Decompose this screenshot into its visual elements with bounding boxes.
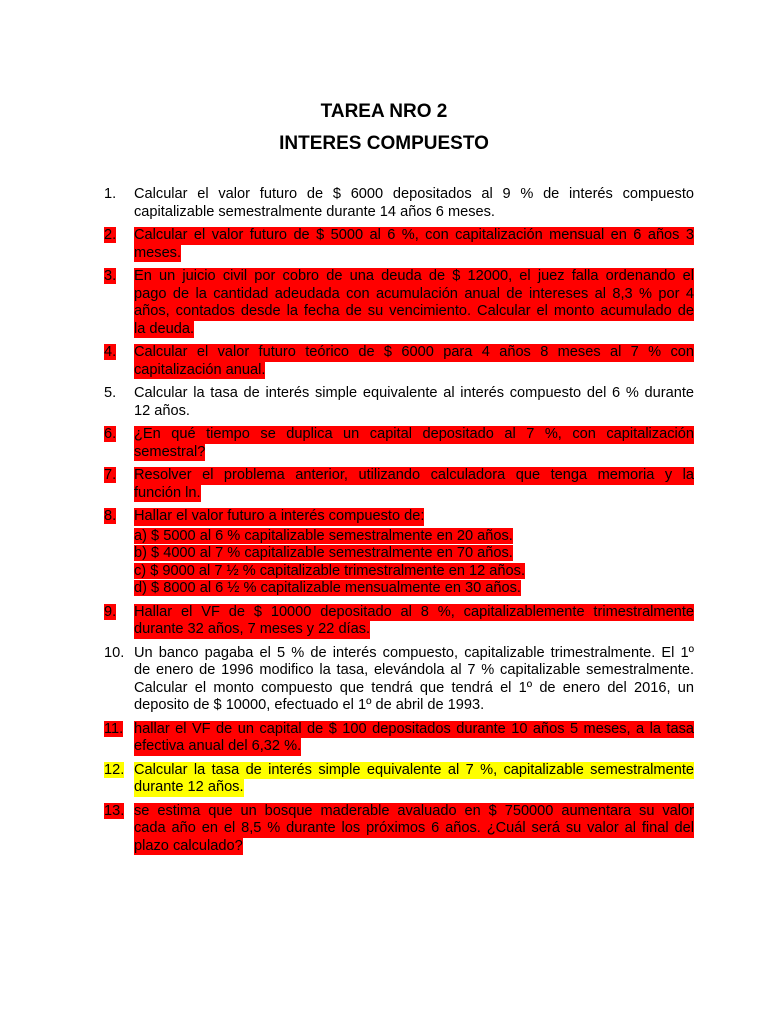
item-text-line: función ln.: [134, 484, 201, 501]
item-text: [134, 803, 694, 856]
item-text-line: se estima que un bosque maderable avaluado en $ 750000 aumentara su valor: [134, 802, 694, 819]
item-text-line: cada año en el 8,5 % durante los próximos 6 años. ¿Cuál será su valor al final del: [134, 820, 694, 836]
item-text-line: ¿En qué tiempo se duplica un capital depositado al 7 %, con capitalización: [134, 426, 694, 442]
list-item: [104, 762, 694, 797]
sub-list-item: a) $ 5000 al 6 % capitalizable semestralmente en 20 años.: [134, 527, 513, 544]
sub-list-item: c) $ 9000 al 7 ½ % capitalizable trimestralmente en 12 años.: [134, 562, 526, 579]
item-number: 3.: [104, 268, 117, 284]
item-text-line: Calcular el valor futuro de $ 6000 depositados al 9 % de interés compuesto: [134, 186, 694, 202]
list-item: [104, 227, 694, 262]
item-number: 13.: [104, 802, 125, 819]
item-text-line: plazo calculado?: [134, 837, 243, 854]
list-item: [104, 645, 694, 715]
item-number: 5.: [104, 385, 117, 401]
item-text-line: Calcular la tasa de interés simple equivalente al 7 %, capitalizable semestralmente: [134, 761, 694, 778]
item-text-line: durante 12 años.: [134, 779, 244, 795]
sub-list-item: d) $ 8000 al 6 ½ % capitalizable mensualmente en 30 años.: [134, 580, 521, 596]
item-number: 4.: [104, 344, 117, 360]
document-subtitle: INTERES COMPUESTO: [279, 133, 489, 154]
item-number: 1.: [104, 186, 117, 202]
item-text-line: durante 32 años, 7 meses y 22 días.: [134, 621, 371, 637]
item-text-line: Calcular el monto compuesto que tendrá que tendrá el 1º de enero del 2016, un: [134, 679, 694, 696]
item-text: [134, 227, 694, 262]
list-item: [104, 268, 694, 338]
list-item: [104, 344, 694, 379]
item-text: [134, 186, 694, 221]
item-number: 12.: [104, 761, 125, 778]
item-number: 7.: [104, 467, 117, 483]
item-text-line: Resolver el problema anterior, utilizando calculadora que tenga memoria y la: [134, 467, 694, 483]
item-number: 6.: [104, 426, 117, 442]
list-item: [104, 508, 694, 598]
item-text-line: Calcular el valor futuro teórico de $ 6000 para 4 años 8 meses al 7 % con: [134, 344, 694, 360]
item-text-line: Un banco pagaba el 5 % de interés compuesto, capitalizable trimestralmente. El 1º: [134, 644, 694, 661]
item-text: [134, 268, 694, 338]
item-text: [134, 467, 694, 502]
list-item: [104, 186, 694, 221]
item-text-line: deposito de $ 10000, efectuado el 1º de abril de 1993.: [134, 697, 485, 713]
sub-list-item: b) $ 4000 al 7 % capitalizable semestralmente en 70 años.: [134, 545, 513, 561]
item-text-line: Hallar el VF de $ 10000 depositado al 8 %, capitalizablemente trimestralmente: [134, 603, 694, 620]
document-title: TAREA NRO 2: [320, 101, 448, 122]
item-number: 11.: [104, 720, 124, 737]
item-text-line: Hallar el valor futuro a interés compuesto de:: [134, 508, 425, 524]
item-text: [134, 762, 694, 797]
exercise-list: [104, 186, 694, 861]
item-text-line: capitalizable semestralmente durante 14 años 6 meses.: [134, 203, 495, 220]
item-text: [134, 604, 694, 639]
sub-list: [134, 528, 694, 598]
item-number: 8.: [104, 508, 117, 524]
item-text-line: semestral?: [134, 443, 206, 460]
list-item: [104, 803, 694, 856]
item-text-line: meses.: [134, 244, 182, 261]
item-text: [134, 508, 694, 526]
item-text-line: Calcular la tasa de interés simple equivalente al interés compuesto del 6 % durante: [134, 385, 694, 401]
item-text-line: efectiva anual del 6,32 %.: [134, 738, 302, 754]
item-text-line: 12 años.: [134, 402, 190, 419]
item-text-line: Calcular el valor futuro de $ 5000 al 6 %, con capitalización mensual en 6 años 3: [134, 227, 694, 243]
item-text: [134, 385, 694, 420]
item-text-line: años, contados desde la fecha de su vencimiento. Calcular el monto acumulado de: [134, 303, 694, 319]
item-text-line: En un juicio civil por cobro de una deuda de $ 12000, el juez falla ordenando el: [134, 268, 694, 284]
item-text-line: pago de la cantidad adeudada con acumulación anual de intereses al 8,3 % por 4: [134, 285, 694, 302]
item-text-line: hallar el VF de un capital de $ 100 depositados durante 10 años 5 meses, a la tasa: [134, 720, 694, 737]
item-number: 2.: [104, 227, 117, 243]
item-text: [134, 721, 694, 756]
list-item: [104, 721, 694, 756]
item-number: 10.: [104, 644, 125, 661]
item-text: [134, 426, 694, 461]
list-item: [104, 604, 694, 639]
item-text: [134, 344, 694, 379]
item-text-line: capitalización anual.: [134, 361, 266, 378]
item-number: 9.: [104, 603, 117, 620]
item-text-line: la deuda.: [134, 320, 195, 337]
list-item: [104, 426, 694, 461]
item-text: [134, 645, 694, 715]
list-item: [104, 385, 694, 420]
list-item: [104, 467, 694, 502]
item-text-line: de enero de 1996 modifico la tasa, elevándola al 7 % capitalizable semestralmente.: [134, 662, 694, 678]
